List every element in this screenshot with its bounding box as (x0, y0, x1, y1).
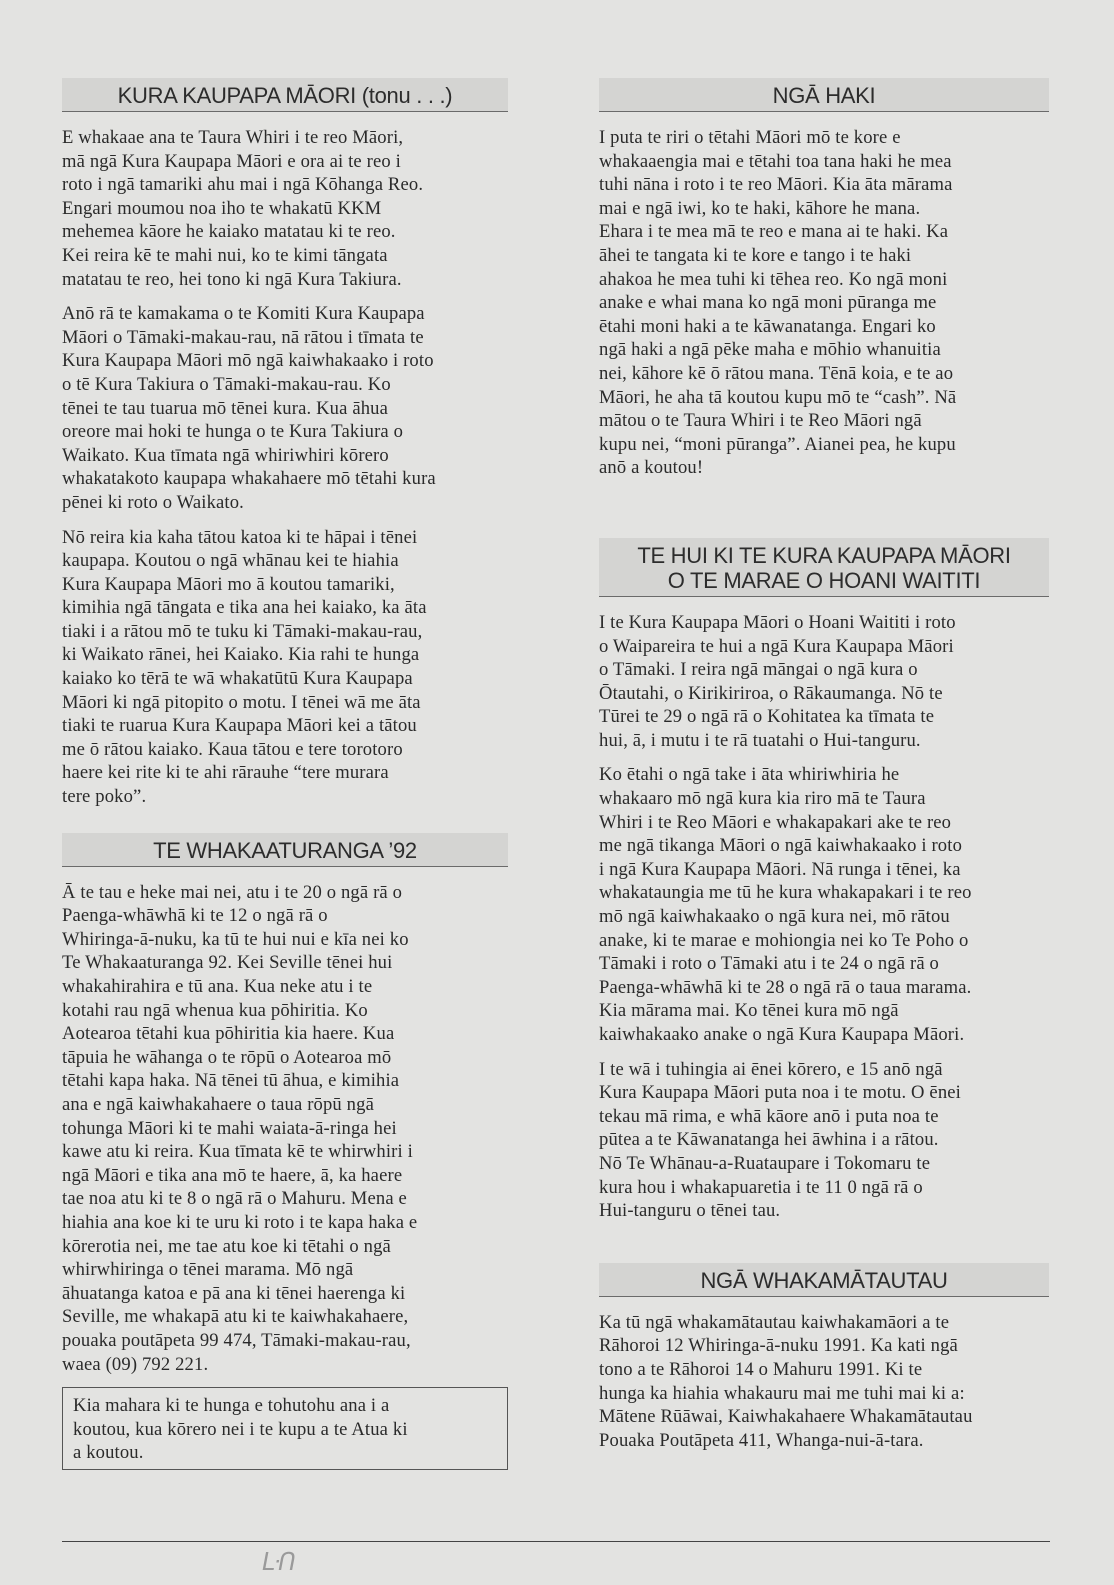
kura-paragraph-2: Anō rā te kamakama o te Komiti Kura Kaupapa Māori o Tāmaki-makau-rau, nā rātou i tīmata te Kura Kaupapa Māori mō ngā kaiwhakaako i roto o tē Kura Takiura o Tāmaki-makau-rau. Ko tēnei te tau tuarua mō tēnei kura. Kua āhua oreore mai hoki te hunga o te Kura Takiura o Waikato. Kua tīmata ngā whiriwhiri kōrero whakatakoto kaupapa whakahaere mō tētahi kura pēnei ki roto o Waikato. (62, 303, 436, 513)
hui-body (599, 611, 1049, 1223)
section-kura-kaupapa (62, 78, 508, 809)
box-note-text: Kia mahara ki te hunga e tohutohu ana i a koutou, kua kōrero nei i te kupu a te Atua ki a koutou. (73, 1395, 408, 1464)
scripture-box-note (62, 1387, 508, 1470)
hui-paragraph-2: Ko ētahi o ngā take i āta whiriwhiria he whakaaro mō ngā kura kia riro mā te Taura Whiri i te Reo Māori e whakapakari ake te reo me ngā tikanga Māori o ngā kaiwhakaako i roto i ngā Kura Kaupapa Māori. Nā runga i tēnei, ka whakataungia me tū he kura whakapakari i te reo mō ngā kaiwhakaako o ngā kura nei, mō rātou anake, ki te marae e mohiongia nei ko Te Poho o Tāmaki i roto o Tāmaki atu i te 24 o ngā rā o Paenga-whāwhā ki te 28 o ngā rā o taua marama. Kia mārama mai. Ko tēnei kura mō ngā kaiwhakaako anake o ngā Kura Kaupapa Māori. (599, 764, 972, 1045)
heading-kura-kaupapa: KURA KAUPAPA MĀORI (tonu . . .) (62, 78, 508, 112)
whakaaturanga-body (62, 881, 508, 1376)
whakamatautau-paragraph-1: Ka tū ngā whakamātautau kaiwhakamāori a te Rāhoroi 12 Whiringa-ā-nuku 1991. Ka kati ngā tono a te Rāhoroi 14 o Mahuru 1991. Ki te hunga ka hiahia whakauru mai me tuhi mai ki a: Mātene Rūāwai, Kaiwhakahaere Whakamātautau Pouaka Poutāpeta 411, Whanga-nui-ā-tara. (599, 1311, 973, 1451)
heading-hui-hoani-waititi (599, 538, 1049, 597)
footer-rule (62, 1541, 1050, 1542)
heading-hui-line-2: O TE MARAE O HOANI WAITITI (667, 567, 981, 593)
whakamatautau-body (599, 1311, 1049, 1453)
section-whakaaturanga (62, 833, 508, 1470)
section-nga-haki (599, 78, 1049, 480)
heading-whakamatautau: NGĀ WHAKAMĀTAUTAU (599, 1263, 1049, 1297)
heading-hui-line-1: TE HUI KI TE KURA KAUPAPA MĀORI (637, 542, 1011, 568)
nga-haki-body (599, 126, 1049, 480)
whakaaturanga-paragraph-1: Ā te tau e heke mai nei, atu i te 20 o ngā rā o Paenga-whāwhā ki te 12 o ngā rā o Whiringa-ā-nuku, ka tū te hui nui e kīa nei ko Te Whakaaturanga 92. Kei Seville tēnei hui whakahirahira e tū ana. Kua neke atu i te kotahi rau ngā whenua kua pōhiritia. Ko Aotearoa tētahi kua pōhiritia kia haere. Kua tāpuia he wāhanga o te rōpū o Aotearoa mō tētahi kapa haka. Nā tēnei tū āhua, e kimihia ana e ngā kaiwhakahaere o taua rōpū ngā tohunga Māori ki te mahi waiata-ā-ringa hei kawe atu ki reira. Kua tīmata kē te whirwhiri i ngā Māori e tika ana mō te haere, ā, ka haere tae noa atu ki te 8 o ngā rā o Mahuru. Mena e hiahia ana koe ki te uru ki roto i te kapa haka e kōrerotia nei, me tae atu koe ki tētahi o ngā whirwhiringa o tēnei marama. Mō ngā āhuatanga katoa e pā ana ki tēnei haerenga ki Seville, me whakapā atu ki te kaiwhakahaere, pouaka poutāpeta 99 474, Tāmaki-makau-rau, waea (09) 792 221. (62, 881, 418, 1375)
kura-paragraph-1: E whakaae ana te Taura Whiri i te reo Māori, mā ngā Kura Kaupapa Māori e ora ai te reo i roto i ngā tamariki ahu mai i ngā Kōhanga Reo. Engari moumou noa iho te whakatū KKM mehemea kāore he kaiako matatau ki te reo. Kei reira kē te mahi nui, ko te kimi tāngata matatau te reo, hei tono ki ngā Kura Takiura. (62, 127, 424, 290)
section-whakamatautau (599, 1263, 1049, 1453)
heading-nga-haki: NGĀ HAKI (599, 78, 1049, 112)
left-column (62, 78, 508, 1494)
kura-paragraph-3: Nō reira kia kaha tātou katoa ki te hāpai i tēnei kaupapa. Koutou o ngā whānau kei te hiahia Kura Kaupapa Māori mo ā koutou tamariki, kimihia ngā tāngata e tika ana hei kaiako, ka āta tiaki i a rātou mō te tuku ki Tāmaki-makau-rau, ki Waikato rānei, hei Kaiako. Kia rahi te hunga kaiako ko tērā te wā whakatūtū Kura Kaupapa Māori ki ngā pitopito o motu. I tēnei wā me āta tiaki te ruarua Kura Kaupapa Māori kei a tātou me ō rātou kaiako. Kaua tātou e tere torotoro haere kei rite ki te ahi rārauhe “tere murara tere poko”. (62, 526, 427, 808)
section-hui-hoani-waititi (599, 538, 1049, 1223)
right-column (599, 78, 1049, 1476)
kura-kaupapa-body (62, 126, 508, 809)
hui-paragraph-1: I te Kura Kaupapa Māori o Hoani Waititi i roto o Waipareira te hui a ngā Kura Kaupapa Māori o Tāmaki. I reira ngā māngai o ngā kura o Ōtautahi, o Kirikiriroa, o Rākaumanga. Nō te Tūrei te 29 o ngā rā o Kohitatea ka tīmata te hui, ā, i mutu i te rā tuatahi o Hui-tanguru. (599, 611, 956, 751)
haki-paragraph-1: I puta te riri o tētahi Māori mō te kore e whakaaengia mai e tētahi toa tana haki he mea tuhi nāna i roto i te reo Māori. Kia āta mārama mai e ngā iwi, ko te haki, kāhore he mana. Ehara i te mea mā te reo e mana ai te haki. Ka āhei te tangata ki te kore e tango i te haki ahakoa he mea tuhi ki tēhea reo. Ko ngā moni anake e whai mana ko ngā moni pūranga me ētahi moni haki a te kāwanatanga. Engari ko ngā haki a ngā pēke maha e mōhio whanuitia nei, kāhore kē ō rātou mana. Tēnā koia, e te ao Māori, he aha tā koutou kupu mō te “cash”. Nā mātou o te Taura Whiri i te Reo Māori ngā kupu nei, “moni pūranga”. Aianei pea, he kupu anō a koutou! (599, 127, 957, 479)
heading-whakaaturanga: TE WHAKAATURANGA ’92 (62, 833, 508, 867)
handwritten-page-mark: ᒷᑎ (262, 1548, 294, 1576)
hui-paragraph-3: I te wā i tuhingia ai ēnei kōrero, e 15 anō ngā Kura Kaupapa Māori puta noa i te motu. O ēnei tekau mā rima, e whā kāore anō i puta noa te pūtea a te Kāwanatanga hei āwhina i a rātou. Nō Te Whānau-a-Ruataupare i Tokomaru te kura hou i whakapuaretia i te 11 0 ngā rā o Hui-tanguru o tēnei tau. (599, 1058, 961, 1222)
